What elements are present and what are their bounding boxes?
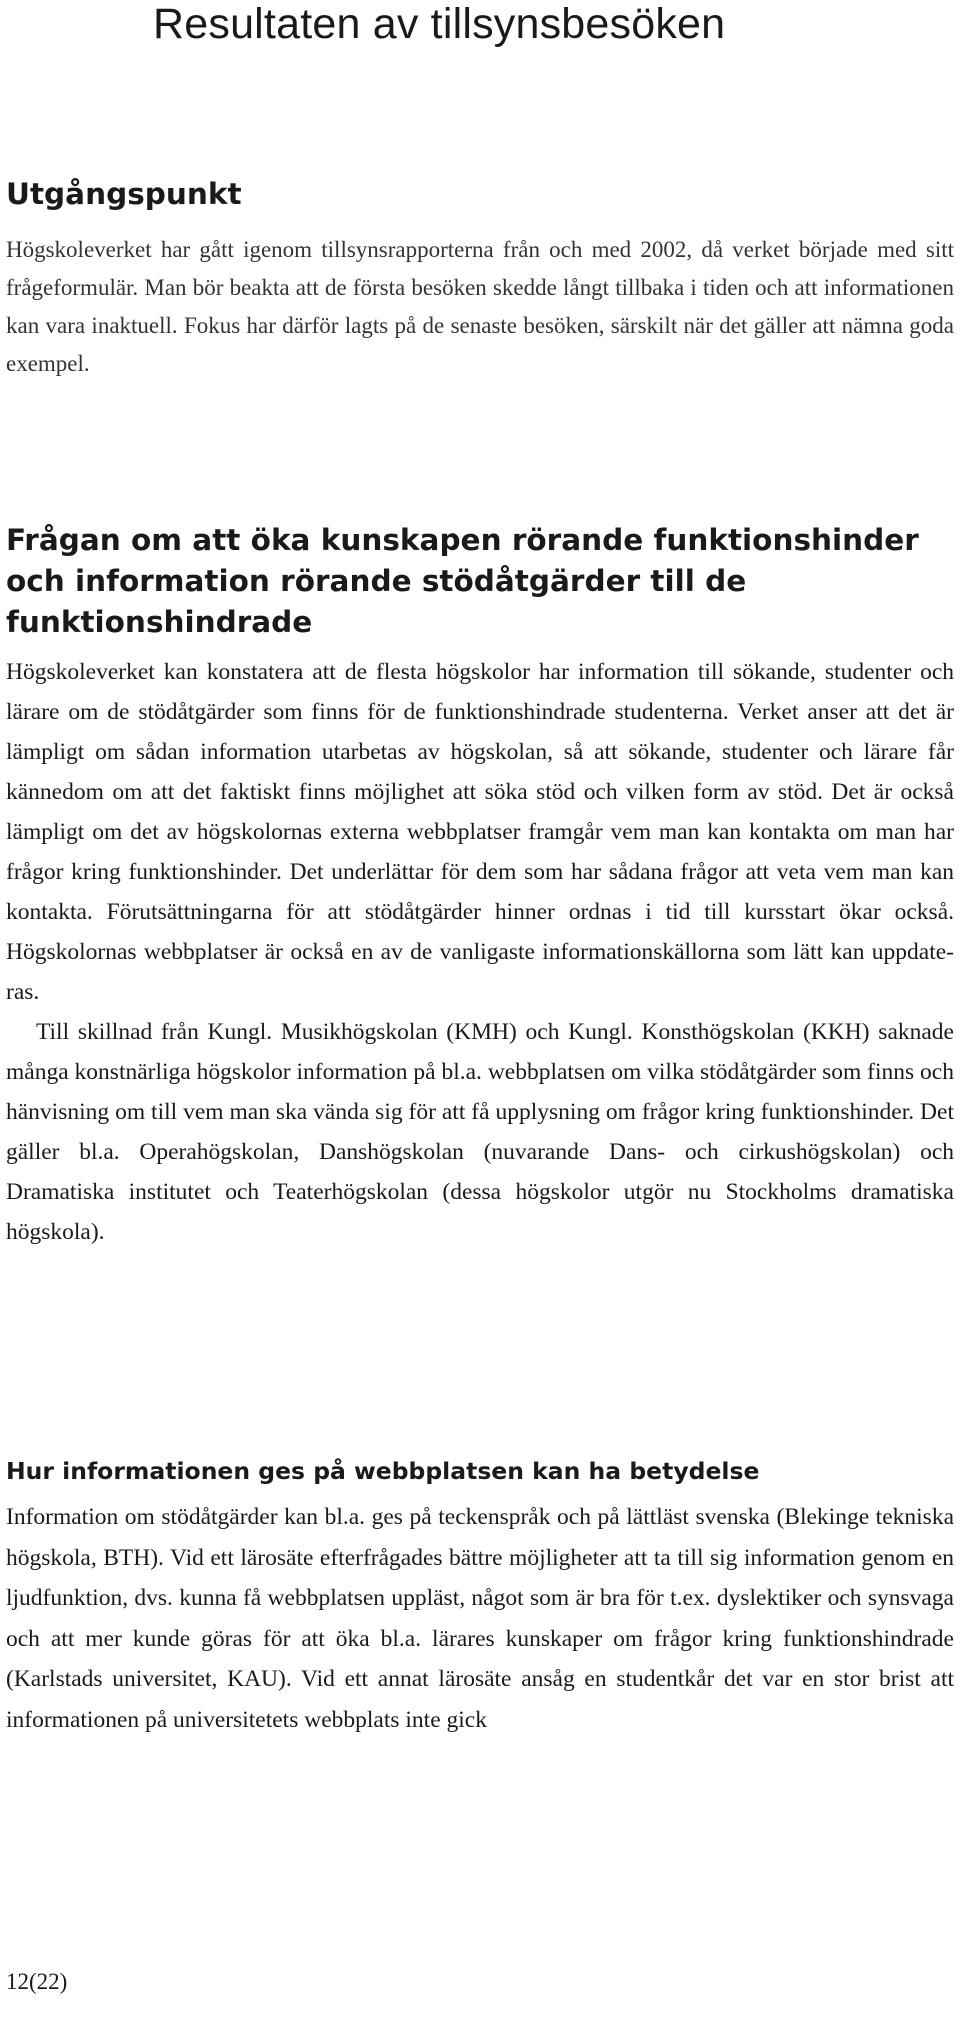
paragraph: Information om stödåtgärder kan bl.a. ges på teckenspråk och på lättläst svenska (Blekinge tekniska högskola, BTH). Vid ett lärosäte efterfrågades bättre möjligheter att ta till sig information genom en ljudfunktion, dvs. kunna få webbplatsen uppläst, något som är bra för t.ex. dyslektiker och synsvaga och att mer kunde göras för att öka bl.a. lärares kunskaper om frågor kring funktionshindrade (Karlstads universitet, KAU). Vid ett annat lärosäte ansåg en studentkår det var en stor brist att informationen på universitetets webbplats inte gick (6, 1504, 954, 1733)
paragraph: Högskoleverket har gått igenom tillsynsrapporterna från och med 2002, då verket började med sitt frågeformulär. Man bör beakta att de första besöken skedde långt tillbaka i tiden och att informationen kan vara inaktuell. Fokus har därför lagts på de senaste besöken, särskilt när det gäller att nämna goda exempel. (6, 237, 954, 376)
section-body-utgangspunkt (6, 231, 954, 383)
page-number: 12(22) (6, 1969, 68, 1994)
section-body-fragan (6, 652, 954, 1252)
paragraph: Högskoleverket kan konstatera att de flesta högskolor har information till sökande, studenter och lärare om de stödåtgärder som finns för de funktionshindrade studenterna. Verket anser att det är lämpligt om sådan information utarbetas av högskolan, så att sökande, studenter och lärare får kännedom om att det faktiskt finns möjlighet att söka stöd och vilken form av stöd. Det är också lämpligt om det av högskolornas externa webbplatser framgår vem man kan kontakta om man har frågor kring funktionshinder. Det underlättar för dem som har sådana frågor att veta vem man kan kontakta. Förutsättningarna för att stödåtgärder hinner ordnas i tid till kursstart ökar också. Högskolornas webbplatser är också en av de vanligaste informationskällorna som lätt kan uppdateras. (6, 659, 954, 1005)
page-title: Resultaten av tillsynsbesöken (153, 0, 726, 48)
section-heading-utgangspunkt: Utgångspunkt (6, 177, 242, 211)
paragraph: Till skillnad från Kungl. Musikhögskolan (KMH) och Kungl. Konsthögskolan (KKH) saknade många konstnärliga högskolor information på bl.a. webbplatsen om vilka stödåtgärder som finns och hänvisning om till vem man ska vända sig för att få upplysning om frågor kring funktionshinder. Det gäller bl.a. Operahögskolan, Danshögskolan (nuvarande Dans- och cirkushögskolan) och Dramatiska institutet och Teaterhögskolan (dessa högskolor utgör nu Stockholms dramatiska högskola). (6, 1019, 954, 1245)
section-heading-hur-informationen: Hur informationen ges på webbplatsen kan ha betydelse (6, 1457, 760, 1485)
section-body-hur-informationen (6, 1497, 954, 1740)
section-heading-fragan: Frågan om att öka kunskapen rörande funktionshinder och information rörande stödåtgärder till de funktionshindrade (6, 523, 919, 639)
